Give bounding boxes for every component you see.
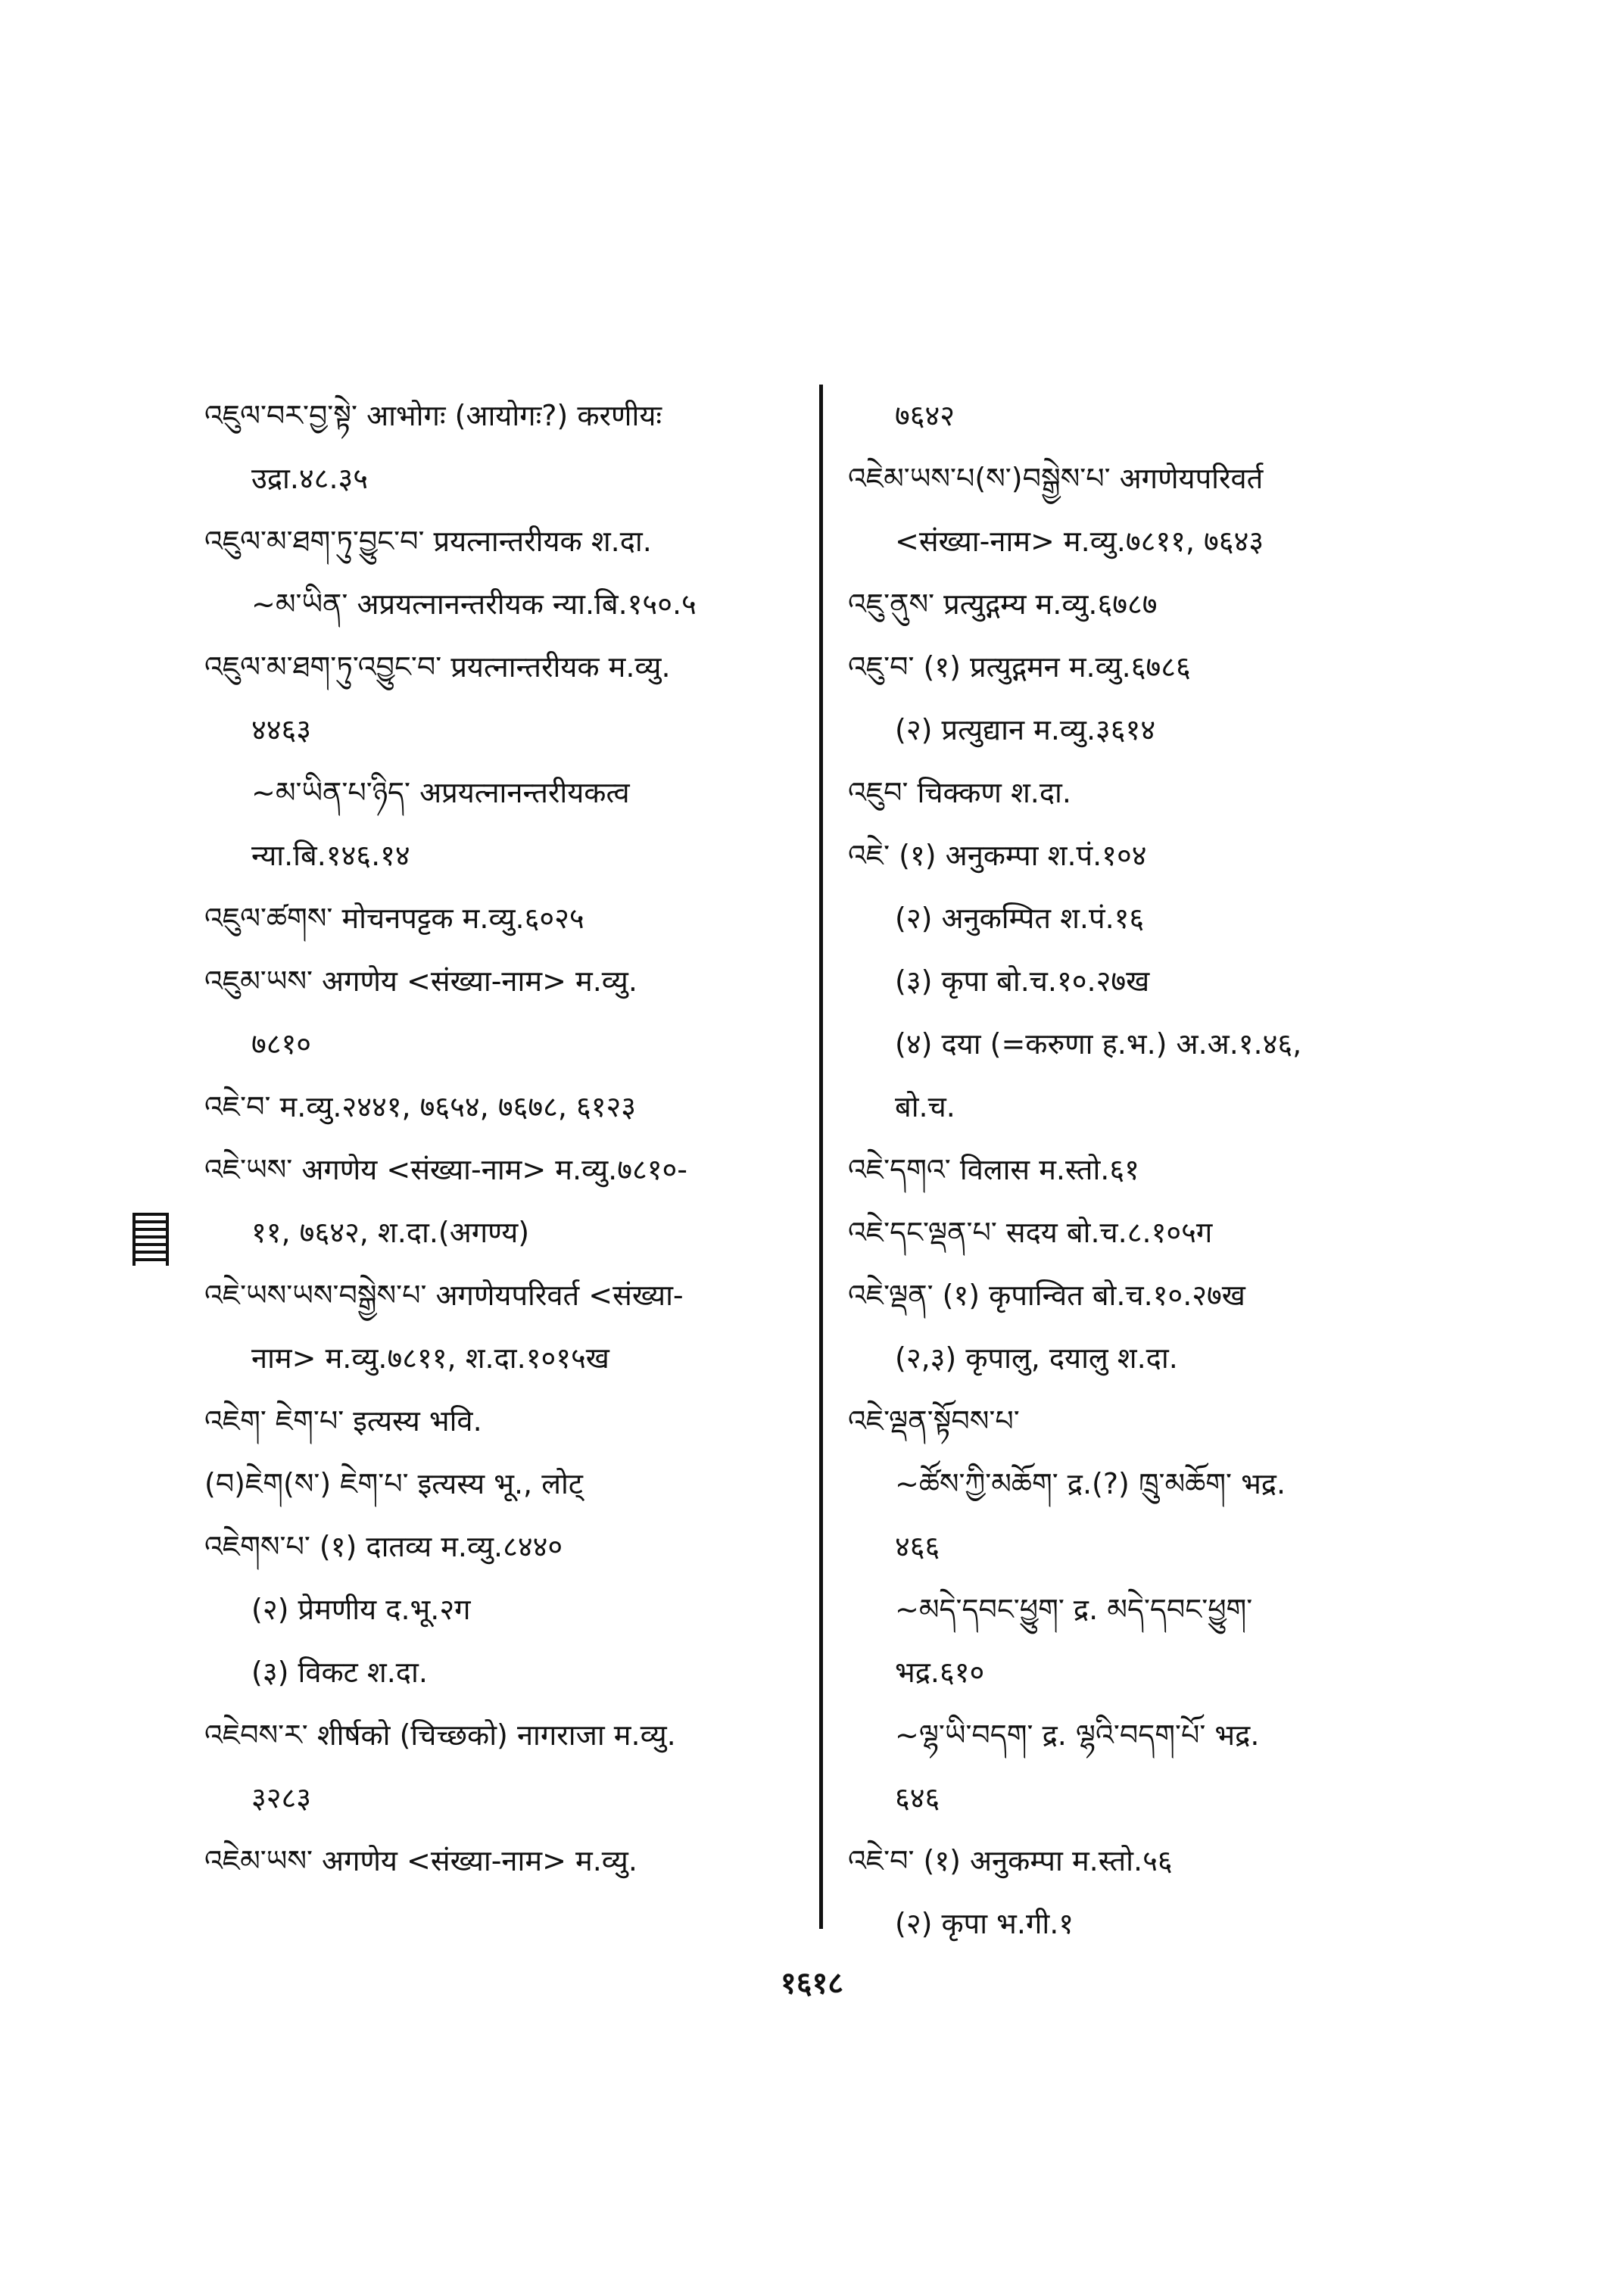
dictionary-entry-line: འཇུལ་མ་ཐག་ཏུ་འབྱུང་བ་ प्रयत्नान्तरीयक म.व्यु. [204, 650, 671, 684]
dictionary-entry-line: འཇེ་དགའ་ विलास म.स्तो.६१ [848, 1153, 1139, 1186]
entry-continuation-line: ~མདེ་དབང་ཕྱུག་ द्र. མདེ་དབང་ཕྱུག་ [895, 1593, 1253, 1626]
entry-continuation-line: ७८१० [251, 1027, 312, 1061]
entry-continuation-line: (४) दया (=करुणा ह.भ.) अ.अ.१.४६, [895, 1027, 1302, 1061]
column-divider [819, 385, 823, 1929]
dictionary-entry-line: འཇེ་དང་ལྡན་པ་ सदय बो.च.८.१०५ग [848, 1216, 1213, 1249]
left-column [204, 385, 810, 1893]
entry-continuation-line: बो.च. [895, 1090, 955, 1123]
dictionary-entry-line: འཇེགས་པ་ (१) दातव्य म.व्यु.८४४० [204, 1530, 563, 1563]
dictionary-entry-line: འཇེ་ཡས་ཡས་བསྒྱེས་པ་ अगणेयपरिवर्त <संख्या- [204, 1279, 684, 1312]
dictionary-entry-line: འཇུམ་ཡས་ अगणेय <संख्या-नाम> म.व्यु. [204, 964, 637, 998]
page-number: १६१८ [780, 1966, 844, 2001]
dictionary-entry-line: འཇུ་བ་ (१) प्रत्युद्गमन म.व्यु.६७८६ [848, 650, 1191, 684]
entry-continuation-line: (२,३) कृपालु, दयालु श.दा. [895, 1341, 1178, 1375]
entry-continuation-line: (२) अनुकम्पित श.पं.१६ [895, 902, 1145, 935]
dictionary-entry-line: འཇེ་ལྡན་ (१) कृपान्वित बो.च.१०.२७ख [848, 1279, 1245, 1312]
dictionary-entry-line: འཇུབ་ चिक्कण श.दा. [848, 776, 1071, 809]
dictionary-entry-line: འཇེ་བ་ (१) अनुकम्पा म.स्तो.५६ [848, 1844, 1173, 1877]
dictionary-entry-line: འཇེམ་ཡས་ अगणेय <संख्या-नाम> म.व्यु. [204, 1844, 637, 1877]
entry-continuation-line: ४४६३ [251, 713, 312, 746]
entry-continuation-line: (३) कृपा बो.च.१०.२७ख [895, 964, 1150, 998]
entry-continuation-line: ११, ७६४२, श.दा.(अगण्य) [251, 1216, 530, 1249]
entry-continuation-line: (२) कृपा भ.गी.१ [895, 1907, 1074, 1940]
dictionary-entry-line: འཇེབས་ར་ शीर्षको (चिच्छको) नागराजा म.व्यु. [204, 1718, 676, 1752]
dictionary-entry-line: འཇུ་ནུས་ प्रत्युद्गम्य म.व्यु.६७८७ [848, 587, 1158, 621]
dictionary-entry-line: འཇེ་ཡས་ अगणेय <संख्या-नाम> म.व्यु.७८१०- [204, 1153, 687, 1186]
entry-continuation-line: ~ཚོས་ཀྱི་མཆོག་ द्र.(?) ཁྲུ་མཆོག་ भद्र. [895, 1467, 1286, 1500]
dictionary-entry-line: འཇེག་ ཇེག་པ་ इत्यस्य भवि. [204, 1404, 482, 1438]
entry-continuation-line: भद्र.६१० [895, 1656, 985, 1689]
entry-continuation-line: <संख्या-नाम> म.व्यु.७८११, ७६४३ [895, 525, 1264, 558]
entry-continuation-line: ~མ་ཡིན་ अप्रयत्नानन्तरीयक न्या.बि.१५०.५ [251, 587, 697, 621]
entry-continuation-line: ~ལྷ་ཡི་བདག་ द्र. ལྷའི་བདག་པོ་ भद्र. [895, 1718, 1260, 1752]
entry-continuation-line: ७६४२ [895, 399, 955, 432]
dictionary-entry-line: འཇེ་བ་ म.व्यु.२४४१, ७६५४, ७६७८, ६१२३ [204, 1090, 637, 1123]
entry-continuation-line: उद्रा.४८.३५ [251, 462, 369, 495]
entry-continuation-line: (३) विकट श.दा. [251, 1656, 428, 1689]
entry-continuation-line: ४६६ [895, 1530, 940, 1563]
dictionary-entry-line: འཇེམ་ཡས་པ(ས་)བསྒྱེས་པ་ अगणेयपरिवर्त [848, 462, 1264, 495]
entry-continuation-line: ६४६ [895, 1781, 940, 1815]
dictionary-entry-line: འཇུལ་བར་བྱ་སྟེ་ आभोगः (आयोगः?) करणीयः [204, 399, 662, 432]
entry-continuation-line: ३२८३ [251, 1781, 312, 1815]
entry-continuation-line: न्या.बि.१४६.१४ [251, 839, 410, 872]
right-column [848, 385, 1454, 1955]
entry-continuation-line: ~མ་ཡིན་པ་ཉིད་ अप्रयत्नानन्तरीयकत्व [251, 776, 630, 809]
entry-continuation-line: (२) प्रेमणीय द.भू.२ग [251, 1593, 471, 1626]
dictionary-entry-line: འཇེ་ (१) अनुकम्पा श.पं.१०४ [848, 839, 1147, 872]
margin-mark [132, 1213, 169, 1266]
dictionary-entry-line: འཇུལ་ཚགས་ मोचनपट्टक म.व्यु.६०२५ [204, 902, 584, 935]
entry-continuation-line: (२) प्रत्युद्यान म.व्यु.३६१४ [895, 713, 1156, 746]
dictionary-entry-line: (བ)ཇེག(ས་) ཇེག་པ་ इत्यस्य भू., लोट् [204, 1467, 583, 1500]
dictionary-entry-line: འཇེ་ལྡན་སྟོབས་པ་ [848, 1404, 1020, 1438]
dictionary-entry-line: འཇུལ་མ་ཐག་ཏུ་བྱུང་བ་ प्रयत्नान्तरीयक श.दा. [204, 525, 652, 558]
entry-continuation-line: नाम> म.व्यु.७८११, श.दा.१०१५ख [251, 1341, 609, 1375]
